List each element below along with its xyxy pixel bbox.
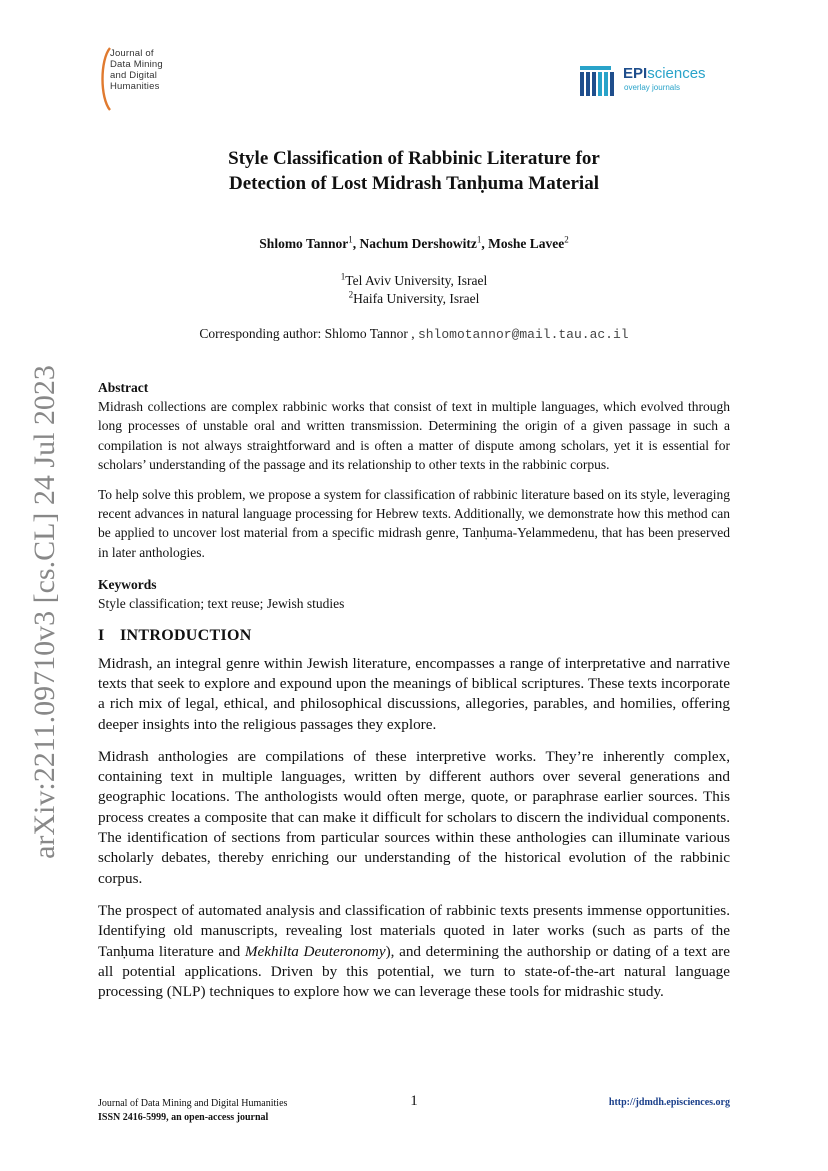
journal-logo-line: Data Mining <box>110 59 163 70</box>
keywords-heading: Keywords <box>98 577 157 593</box>
affiliations <box>0 272 828 308</box>
affiliation-line <box>0 290 828 308</box>
affiliation-line <box>0 272 828 290</box>
affiliation-mark: 2 <box>348 289 354 300</box>
section-number: I <box>98 626 105 644</box>
episciences-word-b: sciences <box>647 65 706 82</box>
author-affil-mark: 2 <box>564 234 569 245</box>
affiliation-mark: 1 <box>340 271 346 282</box>
episciences-tagline: overlay journals <box>624 83 681 92</box>
introduction-heading <box>98 626 730 646</box>
author-separator: , <box>481 236 489 251</box>
author-name: Nachum Dershowitz <box>359 236 477 251</box>
episciences-word-a: EPI <box>623 65 648 82</box>
intro-text: ), and determining the authorship or dating of a text are all potential applications. Driven by this potential, we turn to state-of-the-art natural language processing (NLP) techniques to explore how we can leverage these tools for midrashic study. <box>98 942 730 1001</box>
keywords-text: Style classification; text reuse; Jewish studies <box>98 596 345 612</box>
author-affil-mark: 1 <box>476 234 482 245</box>
title-line-1: Style Classification of Rabbinic Literature for <box>228 148 600 169</box>
footer-journal-name: Journal of Data Mining and Digital Humanities <box>98 1098 288 1109</box>
episciences-wordmark <box>623 66 706 82</box>
episciences-logo <box>579 63 739 103</box>
title-line-2: Detection of Lost Midrash Tanḥuma Material <box>229 173 599 194</box>
journal-logo-text <box>110 48 163 92</box>
episciences-mark-icon <box>579 63 615 99</box>
intro-paragraph: Midrash anthologies are compilations of these interpretive works. They’re inherently complex, containing text in multiple languages, written by different authors over several generations and geographic locations. The anthologists would often merge, quote, or paraphrase earlier sources. This process creates a composite that can make it difficult for scholars to discern the individual components. The identification of sections from particular sources within these anthologies can illuminate various scholarly debates, thereby enriching our understanding of the historical evolution of the rabbinic corpus. <box>98 747 730 887</box>
section-title: INTRODUCTION <box>120 626 252 644</box>
author-name: Moshe Lavee <box>488 236 565 251</box>
journal-logo <box>98 44 168 114</box>
abstract-paragraph: To help solve this problem, we propose a system for classification of rabbinic literature based on its style, leveraging recent advances in natural language processing for Hebrew texts. Additionally, we demonstrate how this method can be applied to uncover lost material from a specific midrash genre, Tanḥuma-Yelammedenu, that has been preserved in later anthologies. <box>98 486 730 560</box>
corresponding-author <box>0 326 828 342</box>
intro-text: The prospect of automated analysis and classification of rabbinic texts presents immense opportunities. Identifying old manuscripts, revealing lost materials quoted in later works (such as parts of the Tanḥuma literature and <box>98 901 730 960</box>
affiliation-text: Haifa University, Israel <box>353 291 480 306</box>
body-column <box>98 379 730 1014</box>
page-number: 1 <box>410 1093 418 1109</box>
paper-title <box>0 146 828 196</box>
journal-logo-line: Journal of <box>110 48 154 59</box>
abstract-heading: Abstract <box>98 380 149 395</box>
journal-logo-line: Humanities <box>110 81 160 92</box>
author-affil-mark: 1 <box>348 234 353 245</box>
author-separator: , <box>352 236 360 251</box>
intro-paragraph: Midrash, an integral genre within Jewish literature, encompasses a range of interpretative and narrative texts that seek to explore and expound upon the meanings of biblical scriptures. These texts incorporate a rich mix of legal, ethical, and philosophical discussions, allegories, parables, and homilies, offering deeper insights into the religious passages they explore. <box>98 654 730 733</box>
affiliation-text: Tel Aviv University, Israel <box>345 273 488 288</box>
corresponding-label: Corresponding author: Shlomo Tannor , <box>199 326 418 341</box>
footer-journal-url-link[interactable]: http://jdmdh.episciences.org <box>608 1097 730 1108</box>
author-list <box>0 236 828 252</box>
arxiv-stamp: arXiv:2211.09710v3 [cs.CL] 24 Jul 2023 <box>28 365 61 859</box>
intro-paragraph <box>98 901 730 1002</box>
intro-italic-title: Mekhilta Deuteronomy <box>244 942 386 960</box>
abstract-paragraph: Midrash collections are complex rabbinic works that consist of text in multiple languages, which evolved through long processes of unstable oral and written transmission. Determining the origin of a given passage in such a compilation is not always straightforward and is often a matter of dispute among scholars, yet it is essential for scholars’ understanding of the passage and its relationship to other texts in the rabbinic corpus. <box>98 399 730 473</box>
corresponding-email-link[interactable]: shlomotannor@mail.tau.ac.il <box>417 327 629 342</box>
author-name: Shlomo Tannor <box>259 236 349 251</box>
journal-logo-line: and Digital <box>110 70 158 81</box>
footer-issn: ISSN 2416-5999, an open-access journal <box>98 1112 269 1123</box>
